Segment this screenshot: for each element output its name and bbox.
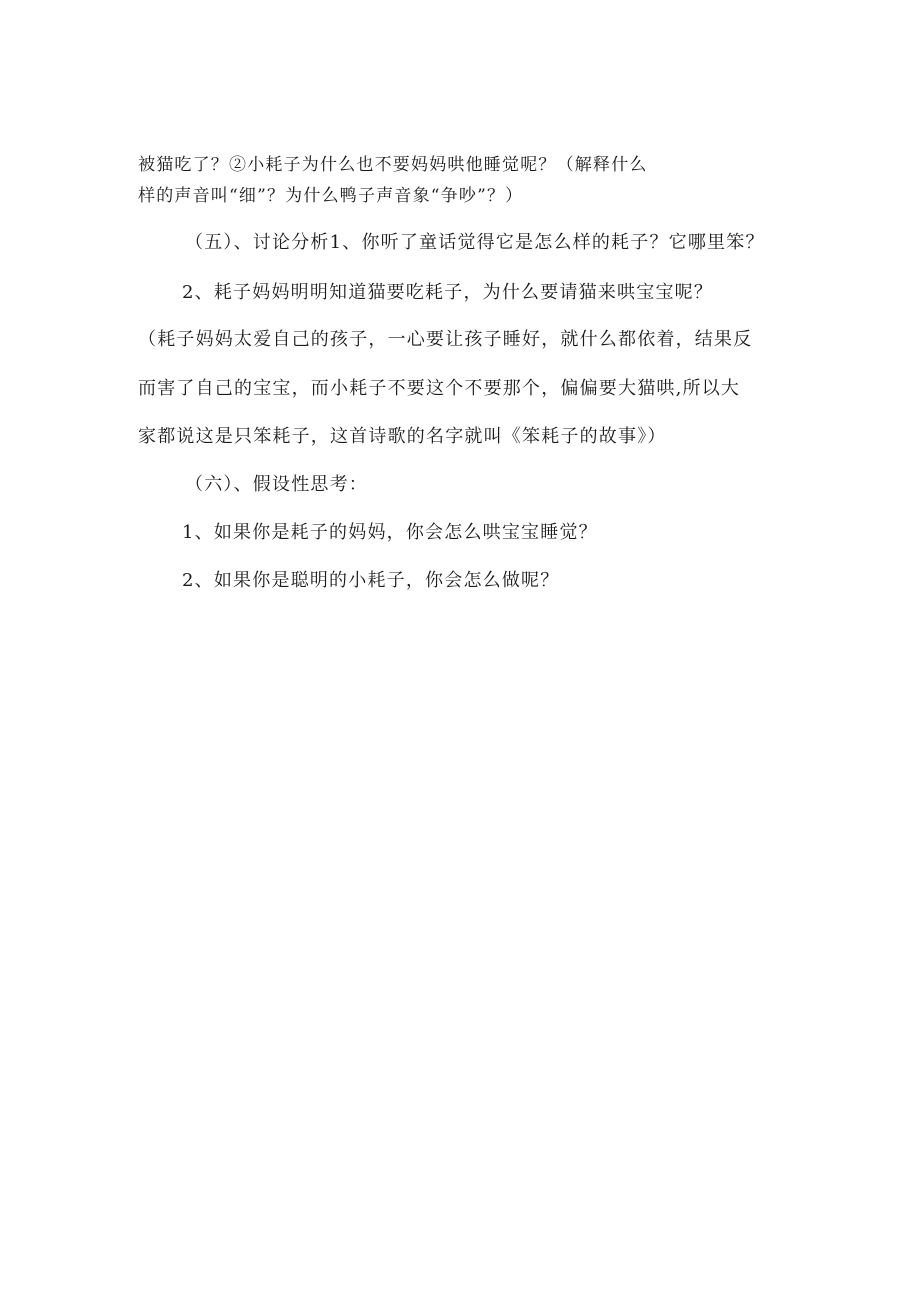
text-line: 被猫吃了？②小耗子为什么也不要妈妈哄他睡觉呢？（解释什么	[138, 155, 648, 175]
hypothetical-question-two: 2、如果你是聪明的小耗子，你会怎么做呢？	[182, 570, 560, 591]
section-heading-six: （六）、假设性思考：	[185, 474, 368, 495]
section-heading-five: （五）、讨论分析1、你听了童话觉得它是怎么样的耗子？它哪里笨？	[185, 232, 765, 253]
answer-line: 家都说这是只笨耗子，这首诗歌的名字就叫《笨耗子的故事》）	[138, 426, 667, 447]
answer-line: （耗子妈妈太爱自己的孩子，一心要让孩子睡好，就什么都依着，结果反	[138, 329, 753, 350]
text-line: 样的声音叫“细”？为什么鸭子声音象“争吵”？）	[138, 186, 524, 206]
hypothetical-question-one: 1、如果你是耗子的妈妈，你会怎么哄宝宝睡觉？	[182, 522, 598, 543]
answer-line: 而害了自己的宝宝，而小耗子不要这个不要那个，偏偏要大猫哄,所以大	[138, 378, 741, 399]
question-two: 2、耗子妈妈明明知道猫要吃耗子，为什么要请猫来哄宝宝呢？	[182, 282, 714, 303]
